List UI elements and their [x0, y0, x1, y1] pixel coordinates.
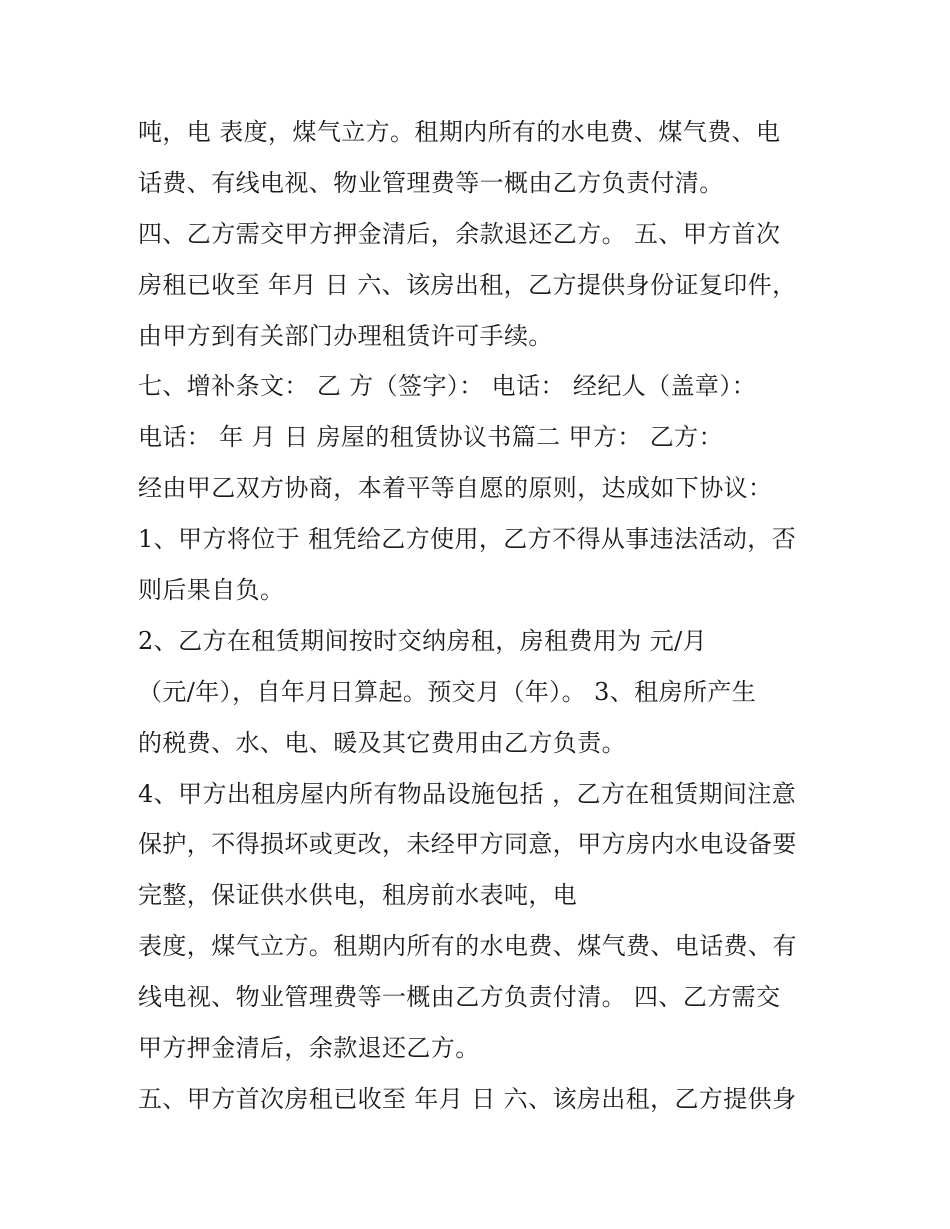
text-line: 2、乙方在租赁期间按时交纳房租，房租费用为 元/月	[138, 626, 707, 655]
text-line: 七、增补条文： 乙 方（签字）： 电话： 经纪人（盖章）：	[138, 372, 757, 401]
text-line: 电话： 年 月 日 房屋的租赁协议书篇二 甲方： 乙方：	[138, 423, 723, 452]
text-line: 房租已收至 年月 日 六、该房出租，乙方提供身份证复印件，	[138, 270, 797, 299]
text-line: 话费、有线电视、物业管理费等一概由乙方负责付清。	[138, 168, 724, 197]
text-line: （元/年），自年月日算起。预交月（年）。 3、租房所产生	[138, 677, 757, 706]
text-line: 的税费、水、电、暖及其它费用由乙方负责。	[138, 728, 626, 757]
text-line: 由甲方到有关部门办理租赁许可手续。	[138, 321, 553, 350]
text-line: 表度，煤气立方。租期内所有的水电费、煤气费、电话费、有	[138, 932, 797, 961]
document-body	[138, 107, 828, 1125]
text-line: 五、甲方首次房租已收至 年月 日 六、该房出租，乙方提供身	[138, 1084, 797, 1113]
text-line: 保护，不得损坏或更改，未经甲方同意，甲方房内水电设备要	[138, 830, 797, 859]
text-line: 4、甲方出租房屋内所有物品设施包括 ，乙方在租赁期间注意	[138, 779, 797, 808]
text-line: 经由甲乙双方协商，本着平等自愿的原则，达成如下协议：	[138, 474, 773, 503]
text-line: 1、甲方将位于 租凭给乙方使用，乙方不得从事违法活动，否	[138, 525, 797, 554]
text-line: 甲方押金清后，余款退还乙方。	[138, 1034, 480, 1063]
text-line: 吨，电 表度，煤气立方。租期内所有的水电费、煤气费、电	[138, 118, 781, 146]
text-line: 完整，保证供水供电，租房前水表吨，电	[138, 881, 578, 910]
text-line: 则后果自负。	[138, 576, 285, 605]
text-line: 线电视、物业管理费等一概由乙方负责付清。 四、乙方需交	[138, 983, 781, 1012]
text-line: 四、乙方需交甲方押金清后，余款退还乙方。 五、甲方首次	[138, 219, 781, 248]
